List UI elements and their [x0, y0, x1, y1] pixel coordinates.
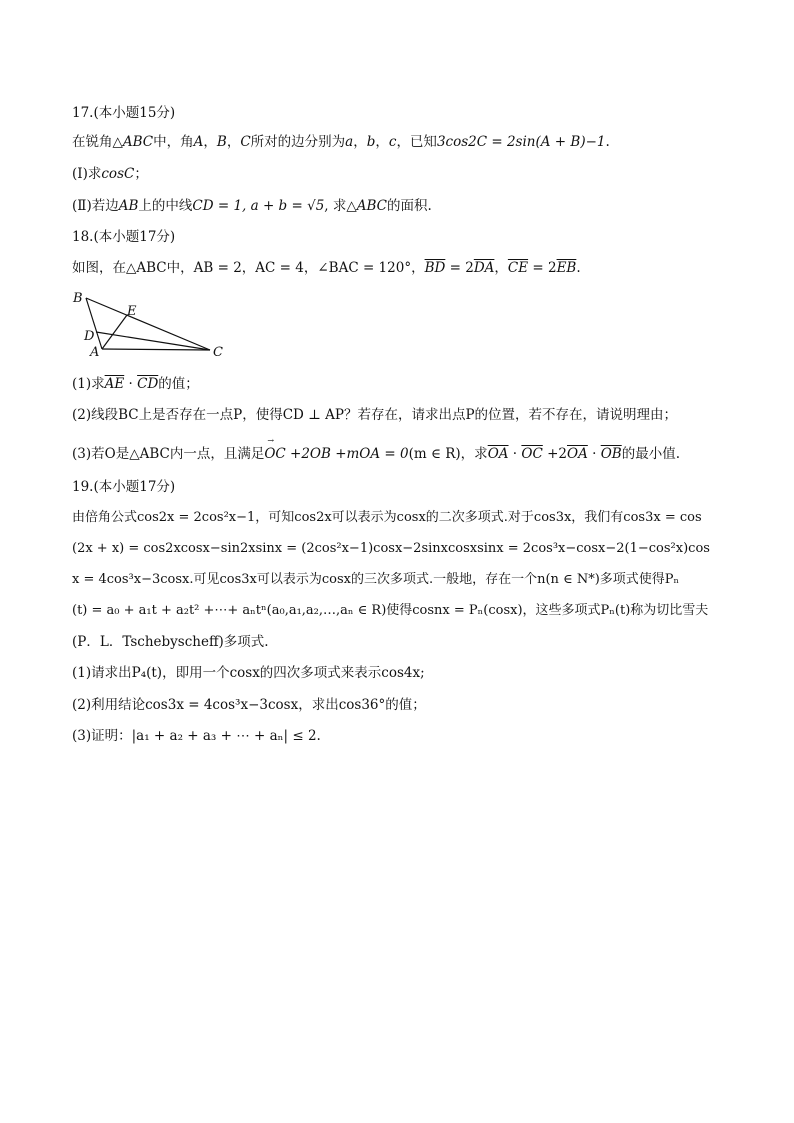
q19-line-3: x = 4cos³x−3cosx.可见cos3x可以表示为cosx的三次多项式.一般地，存在一个n(n ∈ N*)多项式使得Pₙ — [72, 572, 680, 587]
segment-bc — [86, 298, 210, 350]
q19-part3: (3)证明：|a₁ + a₂ + a₃ + ⋯ + aₙ| ≤ 2. — [72, 728, 321, 744]
q19-part2: (2)利用结论cos3x = 4cos³x−3cosx，求出cos36°的值； — [72, 697, 426, 713]
q19-line-4: (t) = a₀ + a₁t + a₂t² +⋯+ aₙtⁿ(a₀,a₁,a₂,…,aₙ ∈ R)使得cosnx = Pₙ(cosx)，这些多项式Pₙ(t)称为切比雪夫 — [72, 603, 709, 618]
label-d: D — [84, 329, 95, 344]
q17-given-equation: 3cos2C = 2sin(A + B)−1 — [436, 134, 606, 150]
segment-ae — [102, 315, 127, 349]
q17-part2: (Ⅱ)若边AB上的中线CD = 1, a + b = √5, 求△ABC的面积. — [72, 198, 432, 214]
q18-header: 18.(本小题17分) — [72, 229, 176, 245]
q18-vector-equation: → OC +2OB +mOA = 0 — [264, 445, 408, 463]
q19-line-1: 由倍角公式cos2x = 2cos²x−1，可知cos2x可以表示为cosx的二次多项式.对于cos3x，我们有cos3x = cos — [72, 510, 702, 525]
label-b: B — [73, 291, 83, 306]
label-a: A — [90, 345, 100, 360]
segment-dc — [96, 332, 210, 350]
q19-part1: (1)请求出P₄(t)，即用一个cosx的四次多项式来表示cos4x; — [72, 665, 425, 681]
q18-part1: (1)求$\overline{AE} \cdot \overline{CD}$的值； — [72, 376, 199, 392]
q17-stem: 在锐角△ABC中，角A，B，C所对的边分别为a，b，c，已知3cos2C = 2sin(A + B)−1. — [72, 134, 610, 150]
q19-line-5: (P．L．Tschebyscheff)多项式. — [72, 634, 269, 650]
q18-triangle-figure — [70, 288, 230, 360]
segment-ac — [102, 349, 210, 350]
q19-line-2: (2x + x) = cos2xcosx−sin2xsinx = (2cos²x−1)cosx−2sinxcosxsinx = 2cos³x−cosx−2(1−cos²x)cos — [72, 541, 710, 556]
q18-part2: (2)线段BC上是否存在一点P，使得CD ⊥ AP？若存在，请求出点P的位置，若不存在，请说明理由； — [72, 407, 678, 423]
q18-stem: 如图，在△ABC中，AB = 2，AC = 4，∠BAC = 120°，$\overline{BD} = 2\overline{DA}$，$\overline{CE} = 2\overline{EB}$. — [72, 260, 581, 276]
q17-part1: (Ⅰ)求cosC； — [72, 166, 148, 182]
label-e: E — [127, 304, 137, 319]
label-c: C — [213, 345, 223, 360]
q17-header: 17.(本小题15分) — [72, 105, 176, 121]
q18-part3: (3)若O是△ABC内一点，且满足→ OC +2OB +mOA = 0(m ∈ R)，求$\overline{OA} \cdot \overline{OC} +2\overline{OA} \cdot \overline{OB}$的最小值. — [72, 445, 680, 463]
q19-header: 19.(本小题17分) — [72, 479, 176, 495]
